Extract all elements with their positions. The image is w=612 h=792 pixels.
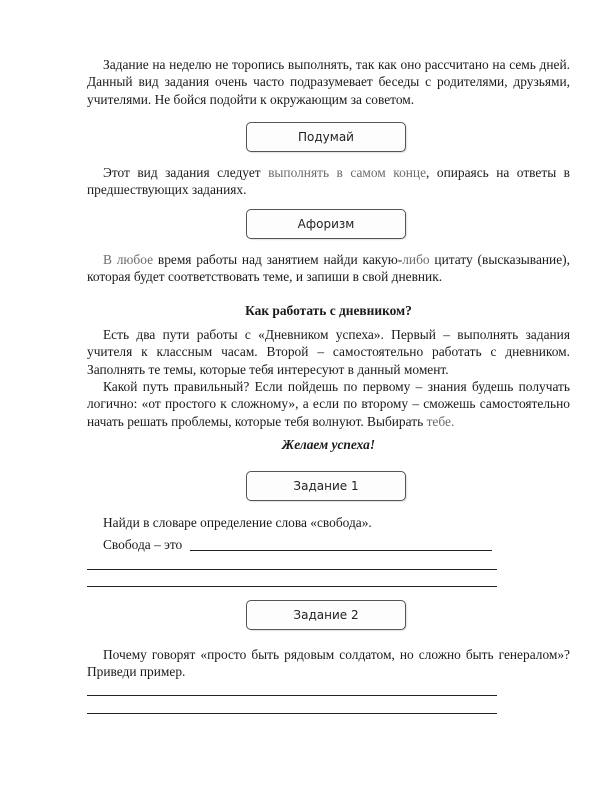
aphorism-paragraph <box>87 251 570 286</box>
intro-text: Задание на неделю не торопись выполнять, так как оно рассчитано на семь дней. Данный вид задания очень часто подразумевает беседы с родителями, друзьями, учителями. Не бойся подойти к окружающим за советом. <box>87 57 570 107</box>
aphorism-box-label: Афоризм <box>297 217 355 231</box>
aphorism-text-part2: любое <box>116 252 154 267</box>
think-text-after: , опираясь на ответы в предшествующих заданиях. <box>87 165 571 198</box>
think-box <box>246 122 406 152</box>
intro-paragraph <box>87 56 570 108</box>
task2-box <box>246 600 406 630</box>
task1-answer-line-3[interactable] <box>87 586 497 587</box>
task1-answer-line-1[interactable] <box>190 550 492 551</box>
think-text-highlight: выполнять в самом конце <box>268 165 427 180</box>
aphorism-text-part1: В <box>103 252 112 267</box>
task1-box <box>246 471 406 501</box>
aphorism-text-part4: либо <box>402 252 430 267</box>
task1-text: Найди в словаре определение слова «свобода». <box>103 515 372 530</box>
task2-text: Почему говорят «просто быть рядовым солдатом, но сложно быть генералом»? Приведи пример. <box>87 647 570 680</box>
how-paragraph-2 <box>87 378 570 430</box>
task1-label: Задание 1 <box>293 479 359 493</box>
how-text-p1: Есть два пути работы с «Дневником успеха». Первый – выполнять задания учителя к классным часам. Второй – самостоятельно работать с дневником. Заполнять те темы, которые тебя интересуют в данный момент. <box>87 327 570 377</box>
task1-answer-prefix: Свобода – это <box>103 537 183 552</box>
task2-answer-line-1[interactable] <box>87 695 497 696</box>
wish-text: Желаем успеха! <box>281 437 376 452</box>
aphorism-text-part5: цитату (высказывание), которая будет соответствовать теме, и запиши в свой дневник. <box>87 252 570 285</box>
task2-answer-line-2[interactable] <box>87 713 497 714</box>
think-text-before: Этот вид задания следует <box>103 165 269 180</box>
task1-answer-line-2[interactable] <box>87 569 497 570</box>
how-text-p2: Какой путь правильный? Если пойдешь по первому – знания будешь получать логично: «от простого к сложному», а если по второму – сможешь самостоятельно начать решать проблемы, которые тебя волнуют. Выбирать <box>87 379 570 429</box>
think-box-label: Подумай <box>298 130 354 144</box>
how-paragraph-1 <box>87 326 570 378</box>
how-text-p2-highlight: тебе. <box>426 413 455 429</box>
aphorism-text-part3: время работы над занятием найди какую- <box>157 252 403 267</box>
think-paragraph <box>87 164 570 199</box>
task2-label: Задание 2 <box>293 608 359 622</box>
aphorism-box <box>246 209 406 239</box>
how-heading: Как работать с дневником? <box>245 303 412 318</box>
